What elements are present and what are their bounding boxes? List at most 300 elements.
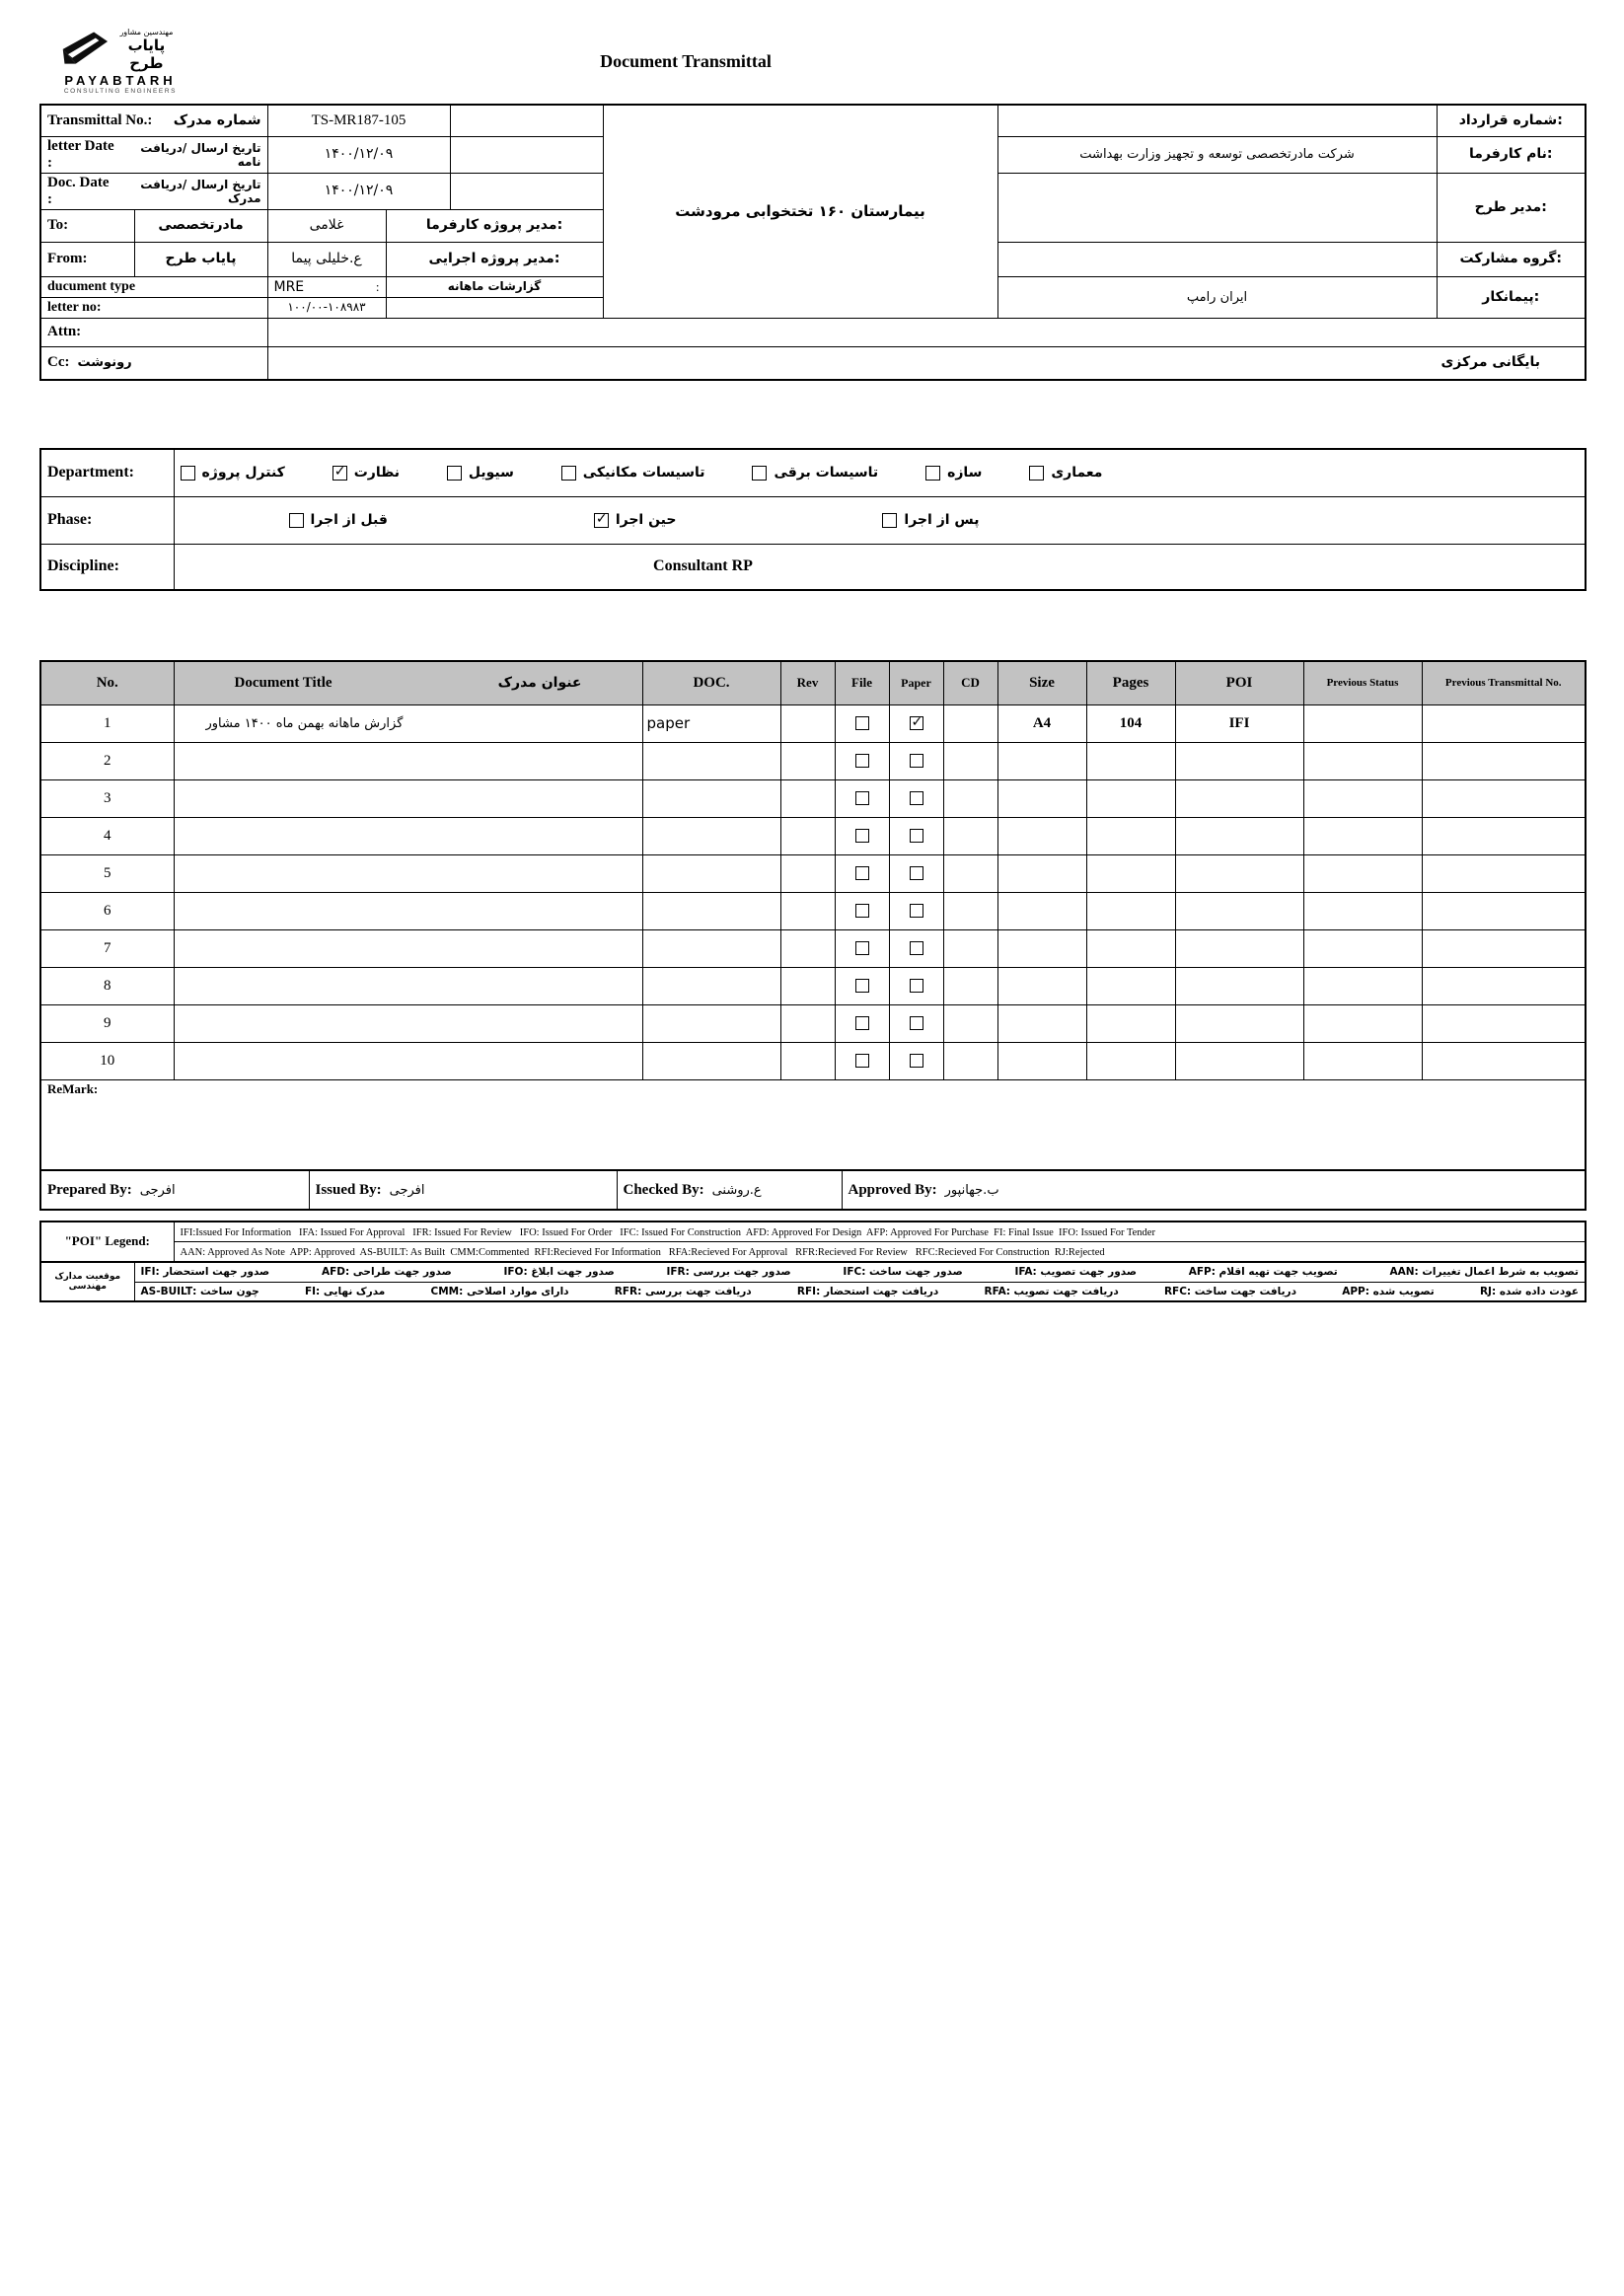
poi-legend-line-1: IFI:Issued For Information IFA: Issued For Approval IFR: Issued For Review IFO: Issued For Order IFC: Issued For Construction AFD: Approved For Design AFP: Approved For Purchase FI: Final Issue IFO: Issued For Tender [174, 1222, 1586, 1242]
row-poi [1175, 967, 1303, 1004]
fa-legend-item: دریافت جهت ساخت :RFC [1163, 1285, 1296, 1297]
row-pages [1086, 779, 1175, 817]
row-size [997, 929, 1086, 967]
department-checkbox-4[interactable] [752, 466, 767, 481]
row-size [997, 967, 1086, 1004]
col-header-title-en: Document Title [234, 674, 332, 691]
row-title [174, 854, 642, 892]
col-header-poi: POI [1175, 661, 1303, 704]
prepared-by-name: افرجی [139, 1182, 176, 1198]
row-prev-status [1303, 779, 1422, 817]
row-doc [642, 967, 780, 1004]
table-row [40, 1004, 1586, 1042]
col-header-rev: Rev [780, 661, 835, 704]
department-checkbox-0[interactable] [181, 466, 195, 481]
page-content [39, 26, 1585, 1302]
paper-checkbox-row-4[interactable] [910, 829, 923, 843]
row-no: 8 [40, 967, 174, 1004]
file-checkbox-row-2[interactable] [855, 754, 869, 768]
phase-option-label-0: قبل از اجرا [310, 512, 388, 528]
department-checkbox-6[interactable] [1029, 466, 1044, 481]
row-no: 3 [40, 779, 174, 817]
row-paper-cell [889, 967, 943, 1004]
col-header-size: Size [997, 661, 1086, 704]
fa-legend-item: صدور جهت طراحی :AFD [321, 1266, 452, 1279]
from-person: ع.خلیلی پیما [267, 242, 386, 276]
col-header-title-fa: عنوان مدرک [497, 675, 582, 692]
department-option-1 [332, 465, 400, 481]
row-no: 2 [40, 742, 174, 779]
exec-pm-label: مدیر پروژه اجرایی: [386, 242, 603, 276]
cc-label-en: Cc: [47, 354, 70, 371]
department-option-0 [181, 465, 285, 481]
department-option-6 [1029, 465, 1102, 481]
checked-by-name: ع.روشنی [711, 1182, 762, 1198]
row-size [997, 742, 1086, 779]
row-prev-transmittal [1422, 817, 1586, 854]
approved-by-label: Approved By: [848, 1181, 937, 1198]
phase-option-label-2: پس از اجرا [904, 512, 980, 528]
row-pages: 104 [1086, 704, 1175, 742]
row-paper-cell [889, 892, 943, 929]
client-value: شرکت مادرتخصصی توسعه و تجهیز وزارت بهداشت [997, 136, 1437, 173]
department-checkbox-5[interactable] [925, 466, 940, 481]
row-pages [1086, 1004, 1175, 1042]
documents-table [39, 660, 1587, 1171]
phase-option-2 [882, 512, 979, 528]
row-no: 10 [40, 1042, 174, 1079]
col-header-file: File [835, 661, 889, 704]
phase-checkbox-1[interactable] [594, 513, 609, 528]
issued-by-name: افرجی [389, 1182, 425, 1198]
checked-by-cell [617, 1170, 842, 1210]
attn-label: Attn: [40, 318, 267, 346]
row-title [174, 892, 642, 929]
table-row [40, 854, 1586, 892]
table-row [40, 1042, 1586, 1079]
doc-date-label-en: Doc. Date : [47, 174, 110, 207]
letter-date-value: ۱۴۰۰/۱۲/۰۹ [267, 136, 450, 173]
row-paper-cell [889, 779, 943, 817]
col-header-no: No. [40, 661, 174, 704]
row-prev-transmittal [1422, 779, 1586, 817]
row-prev-status [1303, 817, 1422, 854]
col-header-prev-status: Previous Status [1303, 661, 1422, 704]
paper-checkbox-row-9[interactable] [910, 1016, 923, 1030]
row-size [997, 854, 1086, 892]
design-manager-value [997, 173, 1437, 242]
page-title: Document Transmittal [600, 51, 772, 71]
row-no: 4 [40, 817, 174, 854]
department-option-label-1: نظارت [353, 465, 400, 481]
row-doc [642, 892, 780, 929]
row-rev [780, 967, 835, 1004]
row-rev [780, 779, 835, 817]
doc-type-code-value: MRE [273, 278, 305, 295]
row-prev-transmittal [1422, 854, 1586, 892]
paper-checkbox-row-7[interactable] [910, 941, 923, 955]
table-row [40, 779, 1586, 817]
remark-cell [40, 1079, 1586, 1170]
row-file-cell [835, 1042, 889, 1079]
issued-by-cell [309, 1170, 617, 1210]
fa-legend-item: دریافت جهت استحضار :RFI [796, 1285, 939, 1297]
masthead [39, 26, 1585, 104]
doc-type-fa: گزارشات ماهانه [386, 276, 603, 297]
row-size [997, 892, 1086, 929]
contract-no-value [997, 105, 1437, 136]
row-cd [943, 892, 997, 929]
from-label: From: [40, 242, 134, 276]
department-option-label-6: معماری [1051, 465, 1103, 481]
department-option-4 [752, 465, 878, 481]
attn-value [267, 318, 1586, 346]
department-checkbox-3[interactable] [561, 466, 576, 481]
row-cd [943, 1004, 997, 1042]
letter-no-value: ۱۰۰/۰۰-۱۰۸۹۸۳ [267, 297, 386, 318]
row-file-cell [835, 967, 889, 1004]
fa-legend-side-label-cell [40, 1262, 134, 1301]
fa-legend-item: تصویب به شرط اعمال تغییرات :AAN [1389, 1266, 1579, 1279]
row-poi [1175, 892, 1303, 929]
row-pages [1086, 892, 1175, 929]
department-options-cell [174, 449, 1586, 496]
fa-legend-item: صدور جهت استحضار :IFI [140, 1266, 270, 1279]
row-prev-transmittal [1422, 1042, 1586, 1079]
checked-by-label: Checked By: [623, 1181, 704, 1198]
row-paper-cell [889, 742, 943, 779]
issued-by-label: Issued By: [315, 1181, 382, 1198]
row-prev-status [1303, 704, 1422, 742]
table-row [40, 929, 1586, 967]
row-rev [780, 704, 835, 742]
fa-legend-item: دارای موارد اصلاحی :CMM [430, 1285, 569, 1297]
letter-date-label-cell [40, 136, 267, 173]
transmittal-no-label-fa: شماره مدرک [173, 112, 261, 129]
doc-date-label-cell [40, 173, 267, 209]
row-doc [642, 1004, 780, 1042]
row-paper-cell [889, 929, 943, 967]
doc-date-value: ۱۴۰۰/۱۲/۰۹ [267, 173, 450, 209]
fa-legend-item: تصویب جهت تهیه اقلام :AFP [1188, 1266, 1338, 1279]
col-header-pages: Pages [1086, 661, 1175, 704]
cc-label-fa: رونوشت [77, 355, 132, 371]
discipline-label: Discipline: [40, 544, 174, 590]
poi-legend-table [39, 1221, 1587, 1263]
col-header-title [174, 661, 642, 704]
file-checkbox-row-9[interactable] [855, 1016, 869, 1030]
doc-type-colon: : [375, 278, 380, 294]
transmittal-no-label-en: Transmittal No.: [47, 111, 153, 128]
client-pm-label: مدیر پروژه کارفرما: [386, 209, 603, 242]
row-file-cell [835, 779, 889, 817]
row-size [997, 1004, 1086, 1042]
department-label: Department: [40, 449, 174, 496]
logo-subtitle: CONSULTING ENGINEERS [63, 88, 178, 95]
remark-label: ReMark: [47, 1080, 99, 1096]
row-no: 5 [40, 854, 174, 892]
phase-option-1 [594, 512, 677, 528]
row-prev-status [1303, 1004, 1422, 1042]
row-title [174, 1042, 642, 1079]
row-file-cell [835, 1004, 889, 1042]
row-doc [642, 854, 780, 892]
col-header-prev-transmittal: Previous Transmittal No. [1422, 661, 1586, 704]
file-checkbox-row-1[interactable] [855, 716, 869, 730]
row-rev [780, 742, 835, 779]
row-title [174, 742, 642, 779]
row-cd [943, 967, 997, 1004]
fa-legend-table [39, 1261, 1587, 1302]
contract-no-label: شماره قرارداد: [1437, 105, 1586, 136]
row-paper-cell [889, 817, 943, 854]
row-prev-status [1303, 742, 1422, 779]
fa-legend-line-2 [134, 1282, 1586, 1301]
row-pages [1086, 817, 1175, 854]
file-checkbox-row-8[interactable] [855, 979, 869, 993]
row-no: 7 [40, 929, 174, 967]
row-poi: IFI [1175, 704, 1303, 742]
department-checkbox-2[interactable] [447, 466, 462, 481]
fa-legend-item: صدور جهت بررسی :IFR [666, 1266, 791, 1279]
header-spacer-cell-2 [450, 136, 603, 173]
row-rev [780, 1042, 835, 1079]
logo-brand-fa-line1: مهندسین مشاور [119, 28, 174, 37]
department-option-label-0: کنترل پروژه [201, 465, 285, 481]
table-row [40, 892, 1586, 929]
department-option-label-3: تاسیسات مکانیکی [582, 465, 705, 481]
project-name-cell [603, 105, 997, 318]
file-checkbox-row-7[interactable] [855, 941, 869, 955]
row-prev-transmittal [1422, 1004, 1586, 1042]
fa-legend-item: دریافت جهت بررسی :RFR [614, 1285, 752, 1297]
file-checkbox-row-6[interactable] [855, 904, 869, 918]
row-size [997, 817, 1086, 854]
row-doc [642, 1042, 780, 1079]
phase-checkbox-2[interactable] [882, 513, 897, 528]
header-spacer-cell-3 [450, 173, 603, 209]
row-rev [780, 817, 835, 854]
contractor-label: پیمانکار: [1437, 276, 1586, 318]
row-prev-status [1303, 854, 1422, 892]
row-cd [943, 1042, 997, 1079]
fa-legend-side-label: موقعیت مدارک مهندسی [54, 1271, 121, 1292]
row-title [174, 1004, 642, 1042]
fa-legend-line-1 [134, 1262, 1586, 1282]
phase-option-0 [289, 512, 388, 528]
paper-checkbox-row-5[interactable] [910, 866, 923, 880]
department-option-label-4: تاسیسات برقی [774, 465, 879, 481]
row-file-cell [835, 817, 889, 854]
phase-checkbox-0[interactable] [289, 513, 304, 528]
row-rev [780, 892, 835, 929]
row-cd [943, 817, 997, 854]
department-option-5 [925, 465, 982, 481]
row-prev-status [1303, 1042, 1422, 1079]
department-option-2 [447, 465, 514, 481]
fa-legend-item: صدور جهت ساخت :IFC [843, 1266, 963, 1279]
file-checkbox-row-3[interactable] [855, 791, 869, 805]
phase-label: Phase: [40, 496, 174, 544]
header-table [39, 104, 1587, 381]
row-poi [1175, 1042, 1303, 1079]
doc-type-code [267, 276, 386, 297]
col-header-cd: CD [943, 661, 997, 704]
row-no: 9 [40, 1004, 174, 1042]
col-header-doc: DOC. [642, 661, 780, 704]
row-file-cell [835, 929, 889, 967]
row-cd [943, 929, 997, 967]
row-cd [943, 854, 997, 892]
row-title [174, 929, 642, 967]
fa-legend-item: دریافت جهت تصویب :RFA [984, 1285, 1119, 1297]
fa-legend-item: عودت داده شده :RJ [1479, 1285, 1579, 1297]
row-size [997, 1042, 1086, 1079]
discipline-value: Consultant RP [653, 557, 753, 575]
row-doc [642, 817, 780, 854]
doc-type-label: ducument type [40, 276, 267, 297]
department-checkbox-1[interactable] [332, 466, 347, 481]
row-prev-transmittal [1422, 929, 1586, 967]
poi-legend-line-2: AAN: Approved As Note APP: Approved AS-BUILT: As Built CMM:Commented RFI:Recieved For Information RFA:Recieved For Approval RFR:Recieved For Review RFC:Recieved For Construction RJ:Rejected [174, 1242, 1586, 1263]
logo-brand-fa-line2: پایاب طرح [127, 37, 166, 72]
row-title [174, 967, 642, 1004]
row-cd [943, 779, 997, 817]
row-rev [780, 1004, 835, 1042]
approved-by-cell [842, 1170, 1586, 1210]
logo-brand-en: PAYABTARH [64, 73, 177, 88]
paper-checkbox-row-1[interactable] [910, 716, 923, 730]
row-doc [642, 929, 780, 967]
table-row [40, 967, 1586, 1004]
poi-legend-label: "POI" Legend: [40, 1222, 174, 1262]
file-checkbox-row-10[interactable] [855, 1054, 869, 1068]
file-checkbox-row-5[interactable] [855, 866, 869, 880]
header-spacer-cell-1 [450, 105, 603, 136]
to-label: To: [40, 209, 134, 242]
prepared-by-label: Prepared By: [47, 1181, 132, 1198]
row-pages [1086, 967, 1175, 1004]
file-checkbox-row-4[interactable] [855, 829, 869, 843]
paper-checkbox-row-2[interactable] [910, 754, 923, 768]
row-prev-status [1303, 967, 1422, 1004]
from-org: پایاب طرح [134, 242, 267, 276]
row-rev [780, 854, 835, 892]
prepared-by-cell [40, 1170, 309, 1210]
row-file-cell [835, 892, 889, 929]
header-spacer-cell-4 [386, 297, 603, 318]
row-prev-transmittal [1422, 742, 1586, 779]
row-poi [1175, 854, 1303, 892]
row-poi [1175, 817, 1303, 854]
fa-legend-item: صدور جهت تصویب :IFA [1014, 1266, 1137, 1279]
fa-legend-item: تصویب شده :APP [1342, 1285, 1435, 1297]
row-cd [943, 704, 997, 742]
row-paper-cell [889, 704, 943, 742]
fa-legend-item: چون ساخت :AS-BUILT [140, 1285, 259, 1297]
department-option-3 [561, 465, 705, 481]
transmittal-no-label-cell [40, 105, 267, 136]
row-doc [642, 779, 780, 817]
row-title [174, 817, 642, 854]
row-file-cell [835, 854, 889, 892]
paper-checkbox-row-3[interactable] [910, 791, 923, 805]
row-prev-transmittal [1422, 892, 1586, 929]
row-paper-cell [889, 1004, 943, 1042]
row-poi [1175, 742, 1303, 779]
table-row [40, 704, 1586, 742]
client-label: نام کارفرما: [1437, 136, 1586, 173]
row-pages [1086, 1042, 1175, 1079]
row-paper-cell [889, 854, 943, 892]
doc-date-label-fa: تاریخ ارسال /دریافت مدرک [140, 177, 261, 205]
row-file-cell [835, 704, 889, 742]
row-prev-status [1303, 929, 1422, 967]
row-size: A4 [997, 704, 1086, 742]
row-rev [780, 929, 835, 967]
transmittal-no-value: TS-MR187-105 [267, 105, 450, 136]
design-manager-label: مدیر طرح: [1437, 173, 1586, 242]
fa-legend-item: صدور جهت ابلاغ :IFO [503, 1266, 615, 1279]
table-row [40, 817, 1586, 854]
letter-date-label-en: letter Date : [47, 137, 114, 171]
row-poi [1175, 779, 1303, 817]
row-title: گزارش ماهانه بهمن ماه ۱۴۰۰ مشاور [174, 704, 642, 742]
contractor-value: ایران رامپ [997, 276, 1437, 318]
row-size [997, 779, 1086, 817]
phase-options-cell [174, 496, 1586, 544]
paper-checkbox-row-8[interactable] [910, 979, 923, 993]
project-name: بیمارستان ۱۶۰ تختخوابی مرودشت [675, 201, 925, 220]
row-doc: paper [642, 704, 780, 742]
cc-value: بایگانی مرکزی [267, 346, 1586, 380]
table-row [40, 742, 1586, 779]
department-option-label-2: سیویل [468, 465, 514, 481]
row-prev-status [1303, 892, 1422, 929]
fa-legend-item: مدرک نهایی :FI [304, 1285, 386, 1297]
row-poi [1175, 1004, 1303, 1042]
cc-label-cell [40, 346, 267, 380]
row-title [174, 779, 642, 817]
letter-no-label: letter no: [40, 297, 267, 318]
row-pages [1086, 854, 1175, 892]
phase-option-label-1: حین اجرا [615, 512, 677, 528]
to-org: مادرتخصصی [134, 209, 267, 242]
col-header-paper: Paper [889, 661, 943, 704]
row-pages [1086, 929, 1175, 967]
partnership-value [997, 242, 1437, 276]
paper-checkbox-row-10[interactable] [910, 1054, 923, 1068]
to-person: غلامی [267, 209, 386, 242]
row-poi [1175, 929, 1303, 967]
row-prev-transmittal [1422, 967, 1586, 1004]
row-doc [642, 742, 780, 779]
row-no: 6 [40, 892, 174, 929]
discipline-value-cell [174, 544, 1586, 590]
row-paper-cell [889, 1042, 943, 1079]
partnership-label: گروه مشارکت: [1437, 242, 1586, 276]
letter-date-label-fa: تاریخ ارسال /دریافت نامه [140, 140, 261, 169]
row-prev-transmittal [1422, 704, 1586, 742]
row-no: 1 [40, 704, 174, 742]
row-pages [1086, 742, 1175, 779]
paper-checkbox-row-6[interactable] [910, 904, 923, 918]
department-option-label-5: سازه [947, 465, 983, 481]
classification-table [39, 448, 1587, 591]
signatures-table [39, 1169, 1587, 1211]
row-file-cell [835, 742, 889, 779]
approved-by-name: ب.جهانپور [944, 1182, 999, 1198]
